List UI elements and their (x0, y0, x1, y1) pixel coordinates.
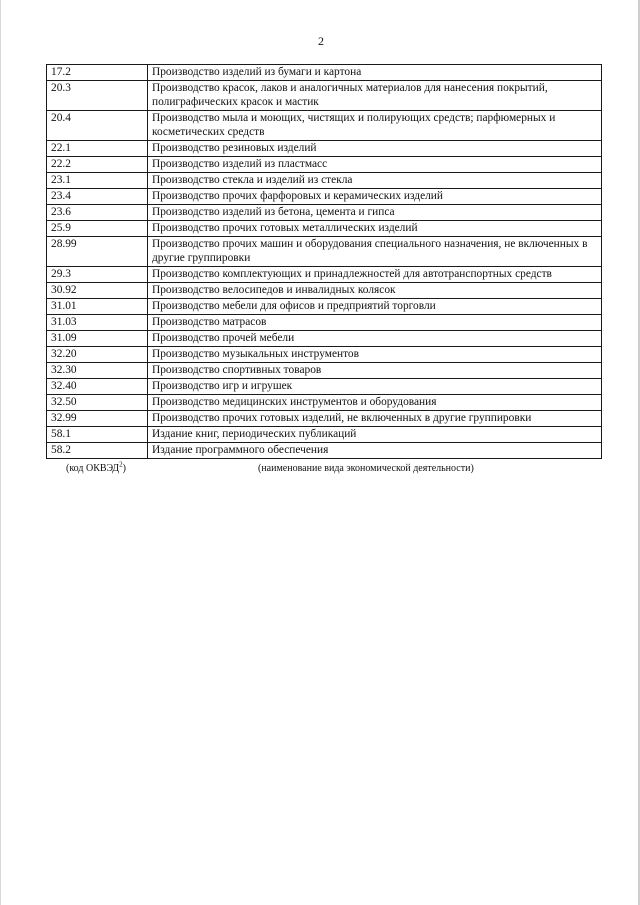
table-row (47, 379, 602, 395)
activity-name-cell: Производство прочих машин и оборудования специального назначения, не включенных в другие группировки (148, 237, 602, 267)
activity-name-cell: Производство изделий из бумаги и картона (148, 65, 602, 81)
activity-name-cell: Издание книг, периодических публикаций (148, 427, 602, 443)
activity-name-cell: Производство красок, лаков и аналогичных материалов для нанесения покрытий, полиграфических красок и мастик (148, 81, 602, 111)
okved-code-cell: 30.92 (47, 283, 148, 299)
activity-name-caption: (наименование вида экономической деятельности) (258, 463, 474, 474)
table-row (47, 173, 602, 189)
okved-code-cell: 17.2 (47, 65, 148, 81)
activity-name-cell: Производство спортивных товаров (148, 363, 602, 379)
activity-name-cell: Производство прочих готовых изделий, не включенных в другие группировки (148, 411, 602, 427)
table-row (47, 65, 602, 81)
okved-code-cell: 58.1 (47, 427, 148, 443)
activity-name-cell: Производство комплектующих и принадлежностей для автотранспортных средств (148, 267, 602, 283)
activity-name-cell: Производство медицинских инструментов и оборудования (148, 395, 602, 411)
okved-table-body (47, 65, 602, 459)
table-row (47, 363, 602, 379)
activity-name-cell: Производство изделий из пластмасс (148, 157, 602, 173)
okved-code-cell: 32.20 (47, 347, 148, 363)
activity-name-cell: Производство мебели для офисов и предприятий торговли (148, 299, 602, 315)
okved-code-cell: 29.3 (47, 267, 148, 283)
table-row (47, 443, 602, 459)
table-row (47, 283, 602, 299)
table-row (47, 315, 602, 331)
okved-code-cell: 22.1 (47, 141, 148, 157)
activity-name-cell: Производство прочих готовых металлических изделий (148, 221, 602, 237)
table-row (47, 427, 602, 443)
okved-code-cell: 20.4 (47, 111, 148, 141)
table-row (47, 157, 602, 173)
table-row (47, 395, 602, 411)
footnote-mark: 2 (119, 460, 123, 469)
okved-table (46, 64, 602, 459)
okved-code-cell: 32.50 (47, 395, 148, 411)
activity-name-cell: Издание программного обеспечения (148, 443, 602, 459)
table-row (47, 205, 602, 221)
okved-code-cell: 28.99 (47, 237, 148, 267)
activity-name-cell: Производство музыкальных инструментов (148, 347, 602, 363)
okved-code-cell: 31.03 (47, 315, 148, 331)
okved-code-cell: 31.01 (47, 299, 148, 315)
activity-name-cell: Производство игр и игрушек (148, 379, 602, 395)
table-row (47, 267, 602, 283)
okved-code-cell: 32.40 (47, 379, 148, 395)
activity-name-cell: Производство велосипедов и инвалидных колясок (148, 283, 602, 299)
activity-name-cell: Производство прочих фарфоровых и керамических изделий (148, 189, 602, 205)
activity-name-cell: Производство прочей мебели (148, 331, 602, 347)
okved-code-cell: 31.09 (47, 331, 148, 347)
table-row (47, 141, 602, 157)
okved-code-cell: 23.6 (47, 205, 148, 221)
table-row (47, 221, 602, 237)
page-number: 2 (318, 34, 324, 48)
activity-name-cell: Производство изделий из бетона, цемента и гипса (148, 205, 602, 221)
okved-code-cell: 20.3 (47, 81, 148, 111)
okved-code-cell: 32.30 (47, 363, 148, 379)
table-row (47, 81, 602, 111)
table-row (47, 111, 602, 141)
code-caption: (код ОКВЭД$^2$) (66, 460, 126, 474)
okved-code-cell: 58.2 (47, 443, 148, 459)
activity-name-cell: Производство резиновых изделий (148, 141, 602, 157)
okved-code-cell: 23.1 (47, 173, 148, 189)
activity-name-cell: Производство стекла и изделий из стекла (148, 173, 602, 189)
okved-code-cell: 22.2 (47, 157, 148, 173)
table-row (47, 411, 602, 427)
table-row (47, 189, 602, 205)
okved-code-cell: 32.99 (47, 411, 148, 427)
activity-name-cell: Производство матрасов (148, 315, 602, 331)
okved-code-cell: 23.4 (47, 189, 148, 205)
table-row (47, 299, 602, 315)
table-row (47, 347, 602, 363)
table-row (47, 331, 602, 347)
okved-code-cell: 25.9 (47, 221, 148, 237)
activity-name-cell: Производство мыла и моющих, чистящих и полирующих средств; парфюмерных и косметических средств (148, 111, 602, 141)
table-row (47, 237, 602, 267)
